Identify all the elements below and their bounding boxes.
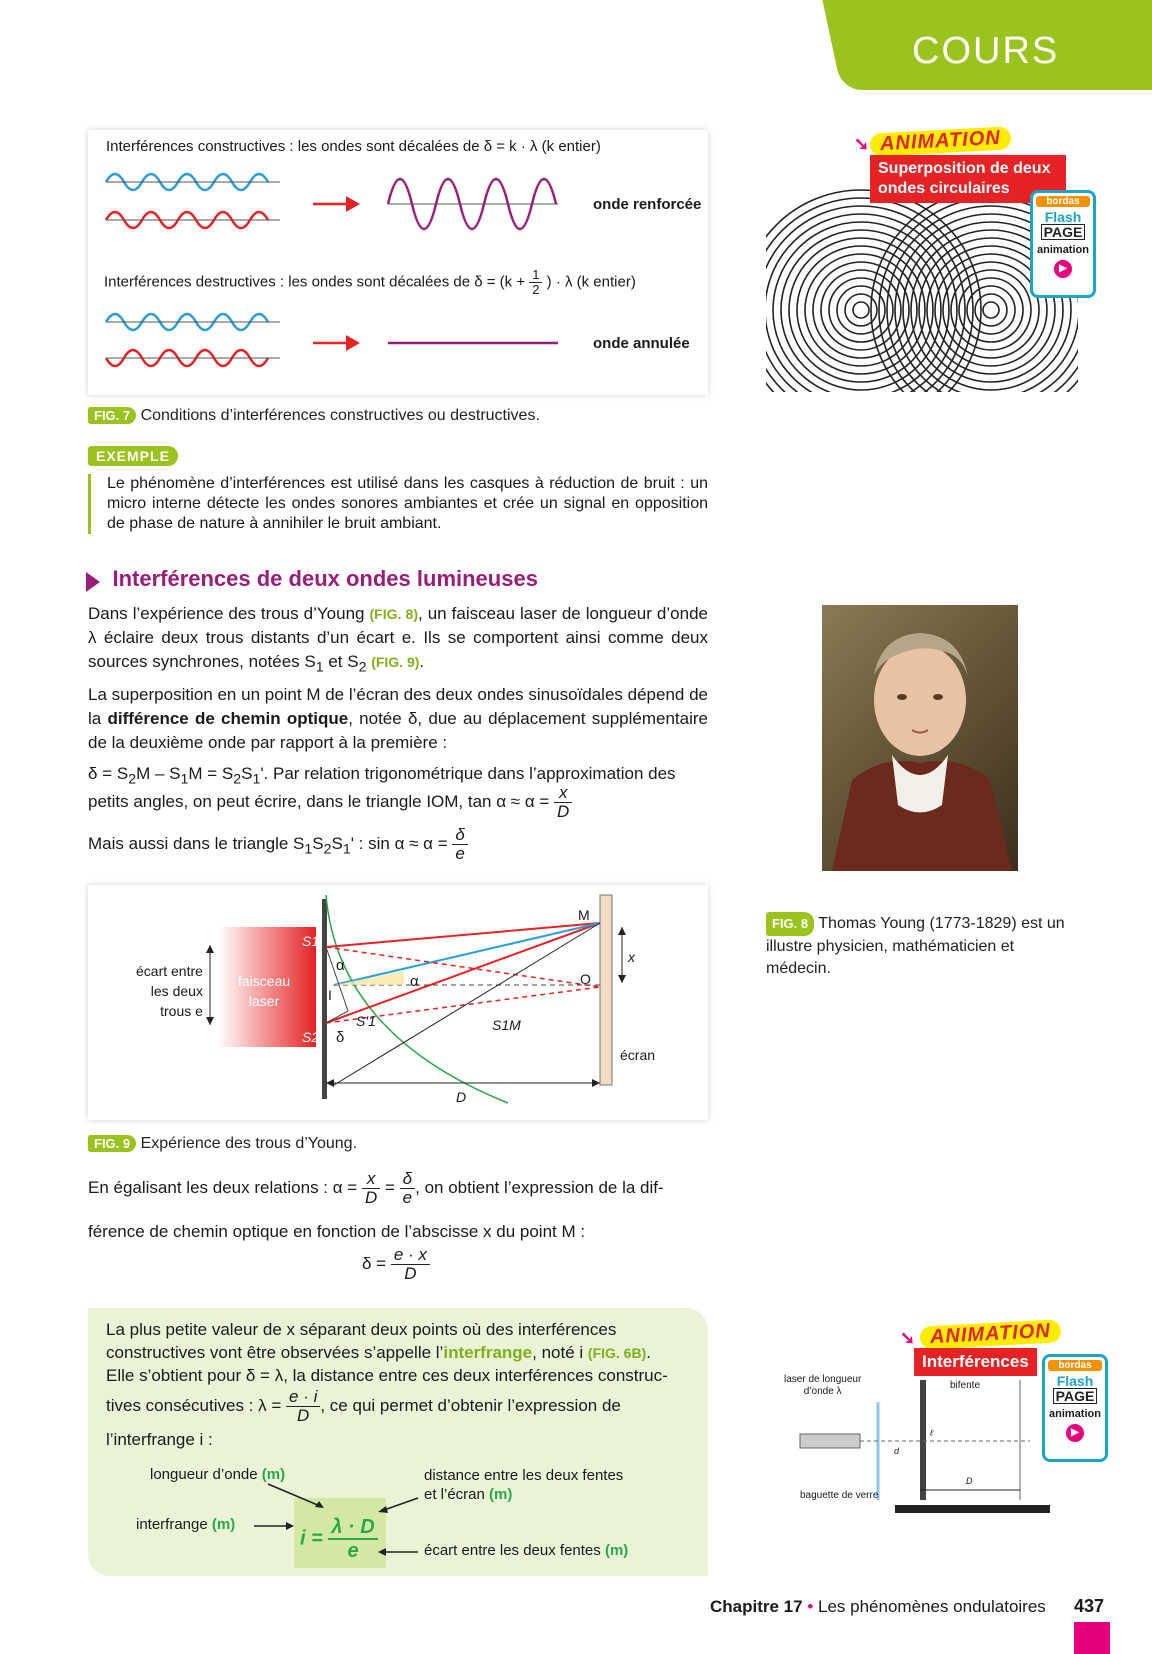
label-interfrange: interfrange (m): [136, 1516, 236, 1533]
fig8-tag: FIG. 8: [766, 912, 814, 936]
ray-s1: [326, 923, 600, 947]
label-S2: S2: [302, 1029, 320, 1045]
section-marker-icon: [86, 572, 100, 592]
flashpage-badge-2[interactable]: bordas Flash PAGE animation ▶: [1042, 1354, 1108, 1462]
portrait-thomas-young: [822, 605, 1018, 871]
label-M: M: [578, 907, 590, 923]
label-lambda: longueur d’onde (m): [150, 1466, 286, 1483]
interfrange-l2: constructives vont être observées s’appelle l’interfrange, noté i (FIG. 6B).: [106, 1343, 651, 1362]
exemple-tag: EXEMPLE: [88, 446, 178, 466]
label-O: O: [580, 971, 591, 987]
section-label: COURS: [912, 30, 1060, 72]
label-ecart: écart entre les deux fentes (m): [424, 1542, 629, 1559]
animation1-title[interactable]: Superposition de deux ondes circulaires: [870, 155, 1066, 203]
interfrange-l5: l’interfrange i :: [106, 1430, 213, 1449]
equalize-line-2: férence de chemin optique en fonction de l’abscisse x du point M :: [88, 1222, 586, 1241]
fig7-constructive-title: Interférences constructives : les ondes sont décalées de δ = k · λ (k entier): [106, 138, 601, 155]
interfrange-l3: Elle s’obtient pour δ = λ, la distance entre ces deux interférences construc-: [106, 1366, 668, 1385]
slit-plate: [322, 899, 327, 1099]
label-S1prime: S'1: [356, 1013, 376, 1029]
formula-arrows: [88, 1308, 708, 1576]
portrait-illustration: [822, 605, 1018, 871]
interfrange-l1: La plus petite valeur de x séparant deux points où des interférences: [106, 1320, 617, 1339]
label-S1: S1: [302, 933, 320, 949]
fig8-caption: FIG. 8 Thomas Young (1773-1829) est un illustre physicien, mathématicien et médecin.: [766, 912, 1076, 980]
thumb-laser-label: laser de longueur d’onde λ: [784, 1374, 862, 1397]
arc: [326, 895, 508, 1103]
thumb-bifente-label: bifente: [950, 1380, 981, 1391]
fig7-caption: FIG. 7 Conditions d’interférences constructives ou destructives.: [88, 407, 540, 425]
interfrange-box: [88, 1308, 708, 1576]
fig7-destructive-result: onde annulée: [593, 335, 690, 352]
label-delta: δ: [336, 1029, 345, 1046]
thumb-baguette-label: baguette de verre: [800, 1490, 879, 1501]
interfrange-l4: tives consécutives : λ = $\frac{e \cdot i}{D}$ , ce qui permet d’obtenir l’expression de: [106, 1387, 621, 1425]
thumb-D-label: D: [966, 1476, 973, 1486]
fig7-tag: FIG. 7: [88, 407, 136, 424]
section-tab: [852, 0, 1152, 90]
equalize-line-1: En égalisant les deux relations : α = $\frac{x}{D}$ = $\frac{\delta}{e}$ , on obtient l’expression de la dif-: [88, 1169, 664, 1207]
footer-chapter: Chapitre 17 • Les phénomènes ondulatoires: [710, 1597, 1046, 1616]
label-screen: écran: [620, 1047, 656, 1063]
s1m-line: [334, 923, 600, 1085]
fig9-caption: FIG. 9 Expérience des trous d’Young.: [88, 1135, 357, 1153]
page-color-tab: [1074, 1622, 1110, 1654]
interfrange-formula: i = $\frac{\lambda \cdot D}{e}$: [300, 1516, 378, 1562]
screen: [600, 895, 612, 1085]
fig7-constructive-result: onde renforcée: [593, 196, 702, 213]
label-distance: distance entre les deux fentes et l’écran (m): [424, 1467, 624, 1503]
delta-formula: δ = $\frac{e \cdot x}{D}$: [362, 1246, 430, 1283]
paragraph-4: petits angles, on peut écrire, dans le triangle IOM, tan α ≈ α = $\frac{x}{D}$: [88, 784, 708, 821]
paragraph-5: Mais aussi dans le triangle $S_1S_2S_1'$ : sin α ≈ α = $\frac{\delta}{e}$: [88, 826, 708, 863]
label-I: I: [328, 987, 332, 1003]
paragraph-1: Dans l’expérience des trous d’Young (FIG. 8), un faisceau laser de longueur d’onde λ éclaire deux trous distants d’un écart e. Ils se comportent ainsi comme deux sources synchrones, notées $S_1$ et $S_2$ (FIG. 9).: [88, 604, 708, 676]
section-title: Interférences de deux ondes lumineuses: [112, 566, 538, 591]
arrow-icon: ➘: [854, 134, 870, 154]
play-icon: ▶: [1054, 260, 1072, 278]
label-alpha-2: α: [410, 973, 419, 990]
label-alpha-1: α: [336, 957, 345, 974]
fig9-beam-label: faisceau laser: [238, 973, 291, 1009]
label-S1M: S1M: [492, 1017, 521, 1033]
page-number: 437: [1074, 1596, 1105, 1616]
thumb-l-label: ℓ: [930, 1428, 933, 1438]
fig7-destructive-title: Interférences destructives : les ondes sont décalées de δ = (k + $\frac{1}{2}$ ) · λ (k entier): [104, 267, 636, 297]
animation2-label: ANIMATION: [919, 1319, 1061, 1349]
exemple-text: Le phénomène d’interférences est utilisé dans les casques à réduction de bruit : un micro interne détecte les ondes sonores ambiantes et crée un signal en opposition de phase de nature à annihiler le bruit ambiant.: [88, 474, 708, 534]
fig9-gap-label: écart entre les deux trous e: [136, 963, 203, 1019]
flashpage-badge-1[interactable]: bordas Flash PAGE animation ▶: [1030, 190, 1096, 298]
thumb-d-label: d: [894, 1446, 900, 1456]
animation2-title[interactable]: Interférences: [914, 1348, 1037, 1376]
animation1-label: ANIMATION: [869, 126, 1011, 156]
label-x: x: [628, 949, 635, 965]
ray-s2: [326, 923, 600, 1023]
fig9-tag: FIG. 9: [88, 1135, 136, 1152]
paragraph-2: La superposition en un point M de l’écran des deux ondes sinusoïdales dépend de la différence de chemin optique, notée δ, due au déplacement supplémentaire de la deuxième onde par rapport à la première :: [88, 685, 708, 752]
label-D: D: [456, 1089, 467, 1105]
play-icon-2: ▶: [1066, 1424, 1084, 1442]
arrow-icon-2: ➘: [900, 1328, 916, 1348]
fig9-figure: [88, 885, 708, 1120]
exemple-block: [88, 448, 178, 466]
fig7-waves: [88, 130, 708, 395]
fig7-figure: [88, 130, 708, 395]
section-heading: [86, 566, 538, 592]
paragraph-3: $\delta = S_2M - S_1M = S_2S_1'$. Par relation trigonométrique dans l’approximation des: [88, 764, 676, 788]
